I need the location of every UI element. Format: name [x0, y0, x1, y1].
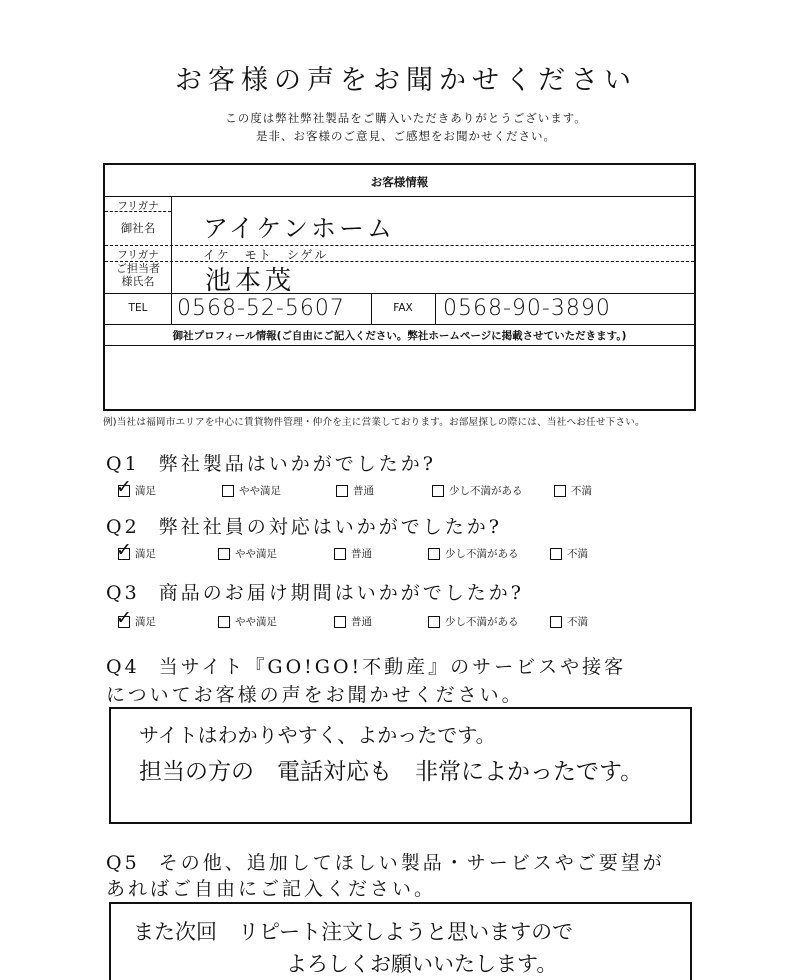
divider [105, 245, 694, 246]
question-4-answer-box[interactable] [109, 707, 692, 824]
question-4-line-2: についてお客様の声をお聞かせください。 [106, 684, 524, 706]
question-5-answer-line-2: よろしくお願いいたします。 [286, 952, 558, 976]
checkbox[interactable] [222, 485, 234, 497]
checkmark-icon: ✓ [116, 475, 132, 498]
profile-label: 御社プロフィール情報(ご自由にご記入ください。弊社ホームページに掲載させていただきます。) [172, 330, 627, 342]
customer-info-form [103, 163, 696, 411]
question-1 [106, 449, 436, 476]
question-2-text: 弊社社員の対応はいかがでしたか? [158, 516, 502, 538]
divider [435, 293, 436, 324]
question-2-number: Q2 [106, 516, 140, 538]
divider [105, 345, 694, 346]
profile-field[interactable] [113, 347, 686, 407]
contact-furigana-field[interactable]: イケ モト シゲル [203, 248, 329, 262]
checkbox[interactable] [428, 616, 440, 628]
question-4-answer-line-1: サイトはわかりやすく、よかったです。 [139, 723, 496, 747]
checkbox[interactable] [218, 616, 230, 628]
customer-info-heading: お客様情報 [370, 175, 429, 189]
example-note: 例)当社は福岡市エリアを中心に賃貸物件管理・仲介を主に営業しております。お部屋探しの際には、当社へお任せ下さい。 [103, 417, 645, 428]
page-title: お客様の声をお聞かせください [175, 65, 637, 96]
question-5-number: Q5 [106, 852, 140, 874]
checkmark-icon: ✓ [116, 538, 132, 561]
question-3 [106, 578, 524, 605]
intro-line-2: 是非、お客様のご意見、ご感想をお聞かせください。 [256, 129, 556, 143]
checkbox[interactable] [554, 485, 566, 497]
checkbox[interactable] [334, 616, 346, 628]
q3-option-average[interactable]: 普通 [334, 614, 372, 629]
checkmark-icon: ✓ [116, 606, 132, 629]
question-3-options [116, 606, 678, 632]
contact-label: ご担当者様氏名 [116, 262, 160, 288]
intro-line-1: この度は弊社弊社製品をご購入いただきありがとうございます。 [225, 111, 587, 125]
question-5-line-2: あればご自由にご記入ください。 [106, 878, 437, 900]
checkbox[interactable] [116, 475, 132, 498]
q2-option-somewhat-dissatisfied[interactable]: 少し不満がある [428, 546, 519, 561]
checkbox[interactable] [432, 485, 444, 497]
question-5-answer-line-1: また次回 リピート注文しようと思いますので [133, 920, 574, 944]
question-5-line-1: その他、追加してほしい製品・サービスやご要望が [158, 852, 665, 874]
q2-option-dissatisfied[interactable]: 不満 [550, 546, 588, 561]
furigana-label: フリガナ [117, 200, 159, 212]
divider [105, 261, 694, 262]
checkbox[interactable] [550, 548, 562, 560]
checkbox[interactable] [336, 485, 348, 497]
tel-field[interactable]: 0568-52-5607 [177, 296, 345, 321]
q3-option-somewhat-dissatisfied[interactable]: 少し不満がある [428, 614, 519, 629]
q3-option-dissatisfied[interactable]: 不満 [550, 614, 588, 629]
q2-option-somewhat-satisfied[interactable]: やや満足 [218, 546, 277, 561]
checkbox[interactable] [428, 548, 440, 560]
divider [105, 211, 171, 212]
q1-option-somewhat-dissatisfied[interactable]: 少し不満がある [432, 483, 523, 498]
fax-field[interactable]: 0568-90-3890 [443, 296, 611, 321]
question-3-number: Q3 [106, 582, 140, 604]
question-2-options [116, 538, 678, 564]
checkbox[interactable] [116, 606, 132, 629]
checkbox[interactable] [334, 548, 346, 560]
company-label: 御社名 [120, 221, 156, 235]
checkbox[interactable] [116, 538, 132, 561]
fax-label: FAX [393, 302, 413, 314]
q3-option-satisfied[interactable]: ✓ 満足 [116, 606, 156, 629]
checkbox[interactable] [550, 616, 562, 628]
company-field[interactable]: アイケンホーム [203, 214, 396, 243]
question-5-answer-box[interactable] [109, 902, 692, 980]
divider [105, 293, 694, 294]
furigana-label-2: フリガナ [117, 249, 159, 261]
question-4-answer-line-2: 担当の方の 電話対応も 非常によかったです。 [139, 759, 644, 785]
q2-option-average[interactable]: 普通 [334, 546, 372, 561]
question-2 [106, 512, 502, 539]
divider [105, 324, 694, 325]
divider [105, 196, 694, 197]
question-5 [106, 848, 665, 875]
question-4-number: Q4 [106, 656, 140, 678]
question-4 [106, 652, 626, 679]
q1-option-satisfied[interactable]: ✓ 満足 [116, 475, 156, 498]
tel-label: TEL [128, 302, 148, 314]
question-3-text: 商品のお届け期間はいかがでしたか? [158, 582, 524, 604]
checkbox[interactable] [218, 548, 230, 560]
q3-option-somewhat-satisfied[interactable]: やや満足 [218, 614, 277, 629]
question-1-number: Q1 [106, 453, 140, 475]
question-4-line-1: 当サイト『GO!GO!不動産』のサービスや接客 [158, 656, 627, 678]
q1-option-average[interactable]: 普通 [336, 483, 374, 498]
contact-name-field[interactable]: 池本茂 [205, 266, 296, 296]
question-1-options [116, 475, 678, 501]
q1-option-somewhat-satisfied[interactable]: やや満足 [222, 483, 281, 498]
q1-option-dissatisfied[interactable]: 不満 [554, 483, 592, 498]
divider [171, 196, 172, 324]
q2-option-satisfied[interactable]: ✓ 満足 [116, 538, 156, 561]
question-1-text: 弊社製品はいかがでしたか? [158, 453, 436, 475]
